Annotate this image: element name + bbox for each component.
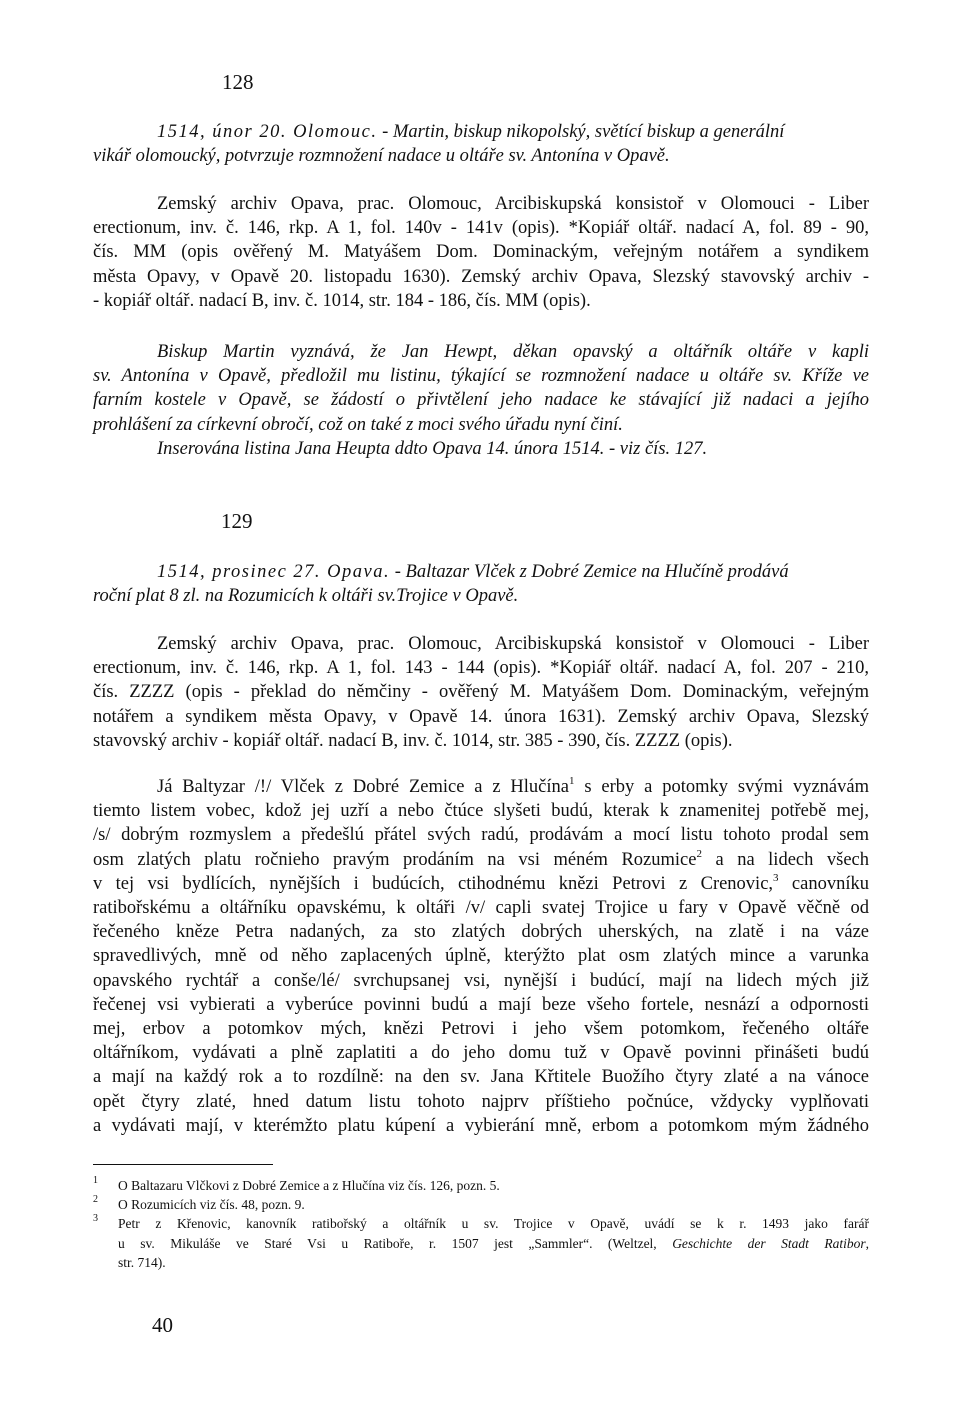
entry-129-date: 1514, prosinec 27. Opava. [157,562,391,582]
footnote-ref-3[interactable]: 3 [773,871,779,884]
entry-128-sources: Zemský archiv Opava, prac. Olomouc, Arcibiskupská konsistoř v Olomouci - Liber erectionum, inv. č. 146, rkp. A 1, fol. 140v - 141v (opis). *Kopiář oltář. nadací A, fol. 89 - 90, čís. MM (opis ověřený M. Matyášem Dom. Dominackým, veřejným notářem a syndikem města Opavy, v Opavě 20. listopadu 1630). Zemský archiv Opava, Slezský stavovský archiv - - kopiář oltář. nadací B, inv. č. 1014, str. 184 - 186, čís. MM (opis). [93,194,869,311]
footnote-3: 3 Petr z Křenovic, kanovník ratibořský a oltářník u sv. Trojice v Opavě, uvádí se k r. 1493 jako farář u sv. Mikuláše ve Staré Vsi u Ratiboře, r. 1507 jest „Sammler“. (Weltzel, Geschichte der Stadt Ratibor, str. 714). [93,1213,869,1270]
entry-129-sources: Zemský archiv Opava, prac. Olomouc, Arcibiskupská konsistoř v Olomouci - Liber erectionum, inv. č. 146, rkp. A 1, fol. 143 - 144 (opis). *Kopiář oltář. nadací A, fol. 207 - 210, čís. ZZZZ (opis - překlad do němčiny - ověřený M. Matyášem Dom. Dominackým, veřejným notářem a syndikem města Opavy, v Opavě 14. února 1631). Zemský archiv Opava, Slezský stavovský archiv - kopiář oltář. nadací B, inv. č. 1014, str. 385 - 390, čís. ZZZZ (opis). [93,634,869,751]
entry-128-heading: 1514, únor 20. Olomouc. - Martin, biskup nikopolský, světící biskup a generální vikář olomoucký, potvrzuje rozmnožení nadace u oltáře sv. Antonína v Opavě. [93,122,785,167]
page-number-footer: 40 [152,1313,173,1337]
entry-129-heading: 1514, prosinec 27. Opava. - Baltazar Vlček z Dobré Zemice na Hlučíně prodává roční plat 8 zl. na Rozumicích k oltáři sv.Trojice v Opavě. [93,562,789,607]
footnote-2: 2 O Rozumicích viz čís. 48, pozn. 9. [93,1194,305,1212]
entry-128-insertion-note: Inserována listina Jana Heupta ddto Opava 14. února 1514. - viz čís. 127. [157,438,708,459]
footnote-ref-2[interactable]: 2 [696,847,702,860]
entry-129-text: Já Baltyzar /!/ Vlček z Dobré Zemice a z Hlučína$^1$ s erby a potomky svými vyznávám tiemto listem vobec, kdož jej uzří a nebo čtúce slyšeti budú, kterak k znamenitej potřebě mej, /s/ dobrým rozmyslem a předešlú přátel svých radú, prodávám a mocí listu tohoto prodal sem osm zlatých platu ročnieho pravým prodáním na vsi méném Rozumice$^2$ a na lidech všech v tej vsi bydlících, nynějších i budúcích, ctihodnému knězi Petrovi z Crenovic,$^3$ canovníku ratibořskému a oltářníku opavskému, k oltáři /v/ capli svatej Trojice u fary v Opavě věčně od řečeného kněze Petra nadaných, za sto zlatých dobrých uherských, na zlatě i na váze spravedlivých, mně od něho zaplacených úplně, kterýžto plat osm zlatých mince a varunka opavského rychtář a conše/lé/ svrchupsanej vsi, nynější i budúcí, mají na lidech mých již řečenej vsi vybierati a vyberúce povinni budú a mají beze všeho fortele, nesnází a odpornosti mej, erbov a potomkov mých, knězi Petrovi i jeho všem potomkom, řečeného oltáře oltářníkom, vydávati a plně zaplatiti a do jeho domu tuž v Opavě povinni přinášeti budú a mají na každý rok a to rozdílně: na den sv. Jana Křtitele Buožího čtyry zlaté a na vánoce opět čtyry zlaté, hned datum listu tohoto najprv příštieho počnúce, vždycky vyplňovati a vydávati mají, v kterémžto platu kúpení a vybierání mně, erbom a potomkom mým žádného [93,775,869,1136]
footnote-divider [93,1164,273,1165]
entry-128-summary: Biskup Martin vyznává, že Jan Hewpt, děkan opavský a oltářník oltáře v kapli sv. Antonína v Opavě, předložil mu listinu, týkající se rozmnožení nadace u oltáře sv. Kříže ve farním kostele v Opavě, se žádostí o přivtělení jeho nadace ke stávající již nadaci a jejího prohlášení za církevní obročí, což on také z moci svého úřadu nyní činí. Inserována listina Jana Heupta ddto Opava 14. února 1514. - viz čís. 127. [93,340,869,461]
entry-129-number: 129 [221,509,253,533]
page-number-header: 128 [222,70,254,94]
entry-128-date: 1514, únor 20. Olomouc. [157,122,378,142]
footnote-1: 1 O Baltazaru Vlčkovi z Dobré Zemice a z Hlučína viz čís. 126, pozn. 5. [93,1175,500,1193]
footnote-ref-1[interactable]: 1 [569,775,575,787]
